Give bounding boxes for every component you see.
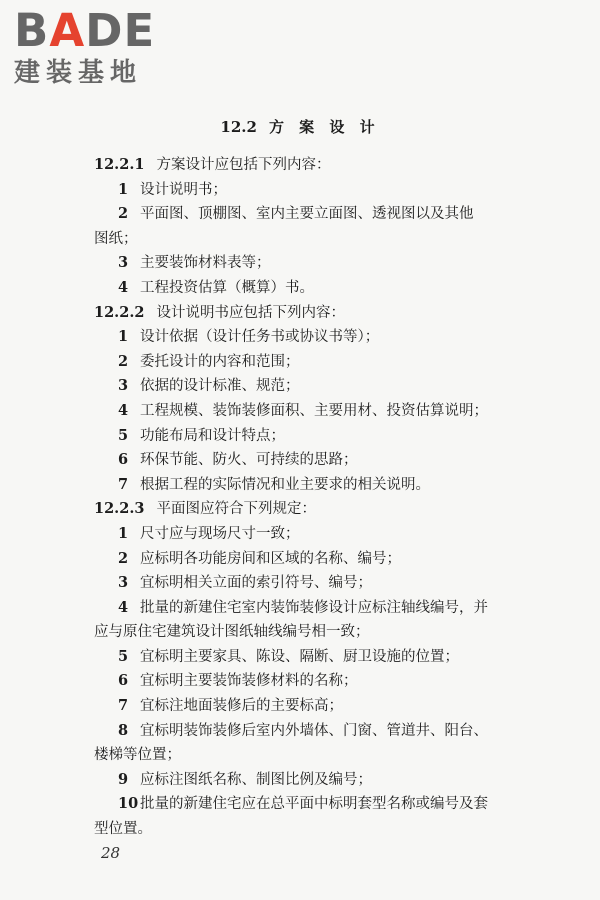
list-item (94, 571, 556, 596)
list-item (94, 596, 556, 621)
list-item (94, 768, 556, 793)
item-number: 2 (118, 352, 129, 370)
section-heading (0, 116, 600, 137)
item-text: 宜标明相关立面的索引符号、编号； (140, 575, 372, 592)
item-text: 应标注图纸名称、制图比例及编号； (140, 771, 372, 788)
list-item (94, 719, 556, 744)
list-item (94, 448, 556, 473)
item-number: 4 (118, 278, 129, 296)
clause-intro: 平面图应符合下列规定： (156, 501, 316, 518)
item-text: 宜标注地面装修后的主要标高； (140, 698, 343, 715)
item-number: 5 (118, 426, 129, 444)
clause-heading (94, 497, 556, 522)
list-item (94, 473, 556, 498)
item-text: 根据工程的实际情况和业主要求的相关说明。 (140, 476, 430, 493)
clause-number: 12.2.1 (94, 156, 145, 173)
list-item-continuation: 型位置。 (94, 821, 152, 838)
clause-heading (94, 153, 556, 178)
list-item (94, 399, 556, 424)
document-body (94, 153, 556, 842)
item-number: 2 (118, 549, 129, 567)
item-number: 6 (118, 451, 129, 469)
item-number: 2 (118, 205, 129, 223)
clause-heading (94, 301, 556, 326)
item-number: 5 (118, 647, 129, 665)
clause-number: 12.2.2 (94, 303, 145, 321)
item-number: 1 (118, 524, 129, 542)
item-number: 4 (118, 401, 129, 419)
list-item (94, 276, 556, 301)
item-number: 7 (118, 475, 129, 493)
list-item (94, 792, 556, 817)
clause-number: 12.2.3 (94, 500, 145, 518)
item-text: 设计依据（设计任务书或协议书等）； (140, 329, 380, 346)
item-number: 1 (118, 180, 129, 198)
list-item (94, 350, 556, 375)
item-text: 宜标明主要家具、陈设、隔断、厨卫设施的位置； (140, 648, 459, 665)
list-item-continuation: 图纸； (94, 230, 138, 247)
item-text: 工程规模、装饰装修面积、主要用材、投资估算说明； (140, 402, 488, 419)
list-item (94, 251, 556, 276)
logo-subtitle: 建装基地 (14, 58, 143, 88)
page-number: 28 (101, 844, 121, 862)
logo-wordmark: BADE (14, 4, 156, 57)
item-number: 7 (118, 697, 129, 715)
item-text: 宜标明装饰装修后室内外墙体、门窗、管道井、阳台、 (140, 722, 488, 739)
item-text: 宜标明主要装饰装修材料的名称； (140, 673, 358, 690)
item-number: 9 (118, 770, 129, 788)
bade-logo (14, 6, 179, 86)
list-item (94, 178, 556, 203)
item-number: 6 (118, 672, 129, 690)
item-text: 环保节能、防火、可持续的思路； (140, 452, 358, 469)
item-number: 1 (118, 328, 129, 346)
item-text: 依据的设计标准、规范； (140, 378, 300, 395)
clause-intro: 设计说明书应包括下列内容： (156, 304, 345, 321)
list-item (94, 522, 556, 547)
item-number: 4 (118, 598, 129, 616)
item-number: 8 (118, 721, 129, 739)
list-item (94, 547, 556, 572)
item-text: 平面图、顶棚图、室内主要立面图、透视图以及其他 (140, 206, 474, 223)
item-text: 主要装饰材料表等； (140, 255, 271, 272)
item-text: 批量的新建住宅应在总平面中标明套型名称或编号及套 (140, 796, 488, 813)
list-item (94, 202, 556, 227)
list-item (94, 424, 556, 449)
item-number: 3 (118, 254, 129, 272)
item-text: 设计说明书； (140, 181, 227, 198)
item-number: 3 (118, 574, 129, 592)
section-number: 12.2 (220, 118, 257, 136)
list-item (94, 669, 556, 694)
clause-intro: 方案设计应包括下列内容： (156, 157, 331, 173)
item-text: 委托设计的内容和范围； (140, 353, 300, 370)
list-item (94, 325, 556, 350)
item-text: 应标明各功能房间和区域的名称、编号； (140, 550, 401, 567)
list-item (94, 694, 556, 719)
item-text: 功能布局和设计特点； (140, 427, 285, 444)
item-number: 10 (118, 795, 139, 813)
item-number: 3 (118, 377, 129, 395)
list-item-continuation: 应与原住宅建筑设计图纸轴线编号相一致； (94, 624, 370, 641)
item-text: 批量的新建住宅室内装饰装修设计应标注轴线编号，并 (140, 599, 488, 616)
item-text: 工程投资估算（概算）书。 (140, 279, 314, 296)
list-item (94, 374, 556, 399)
section-title: 方 案 设 计 (268, 118, 380, 136)
list-item-continuation: 楼梯等位置； (94, 747, 181, 764)
list-item (94, 645, 556, 670)
item-text: 尺寸应与现场尺寸一致； (140, 525, 300, 542)
